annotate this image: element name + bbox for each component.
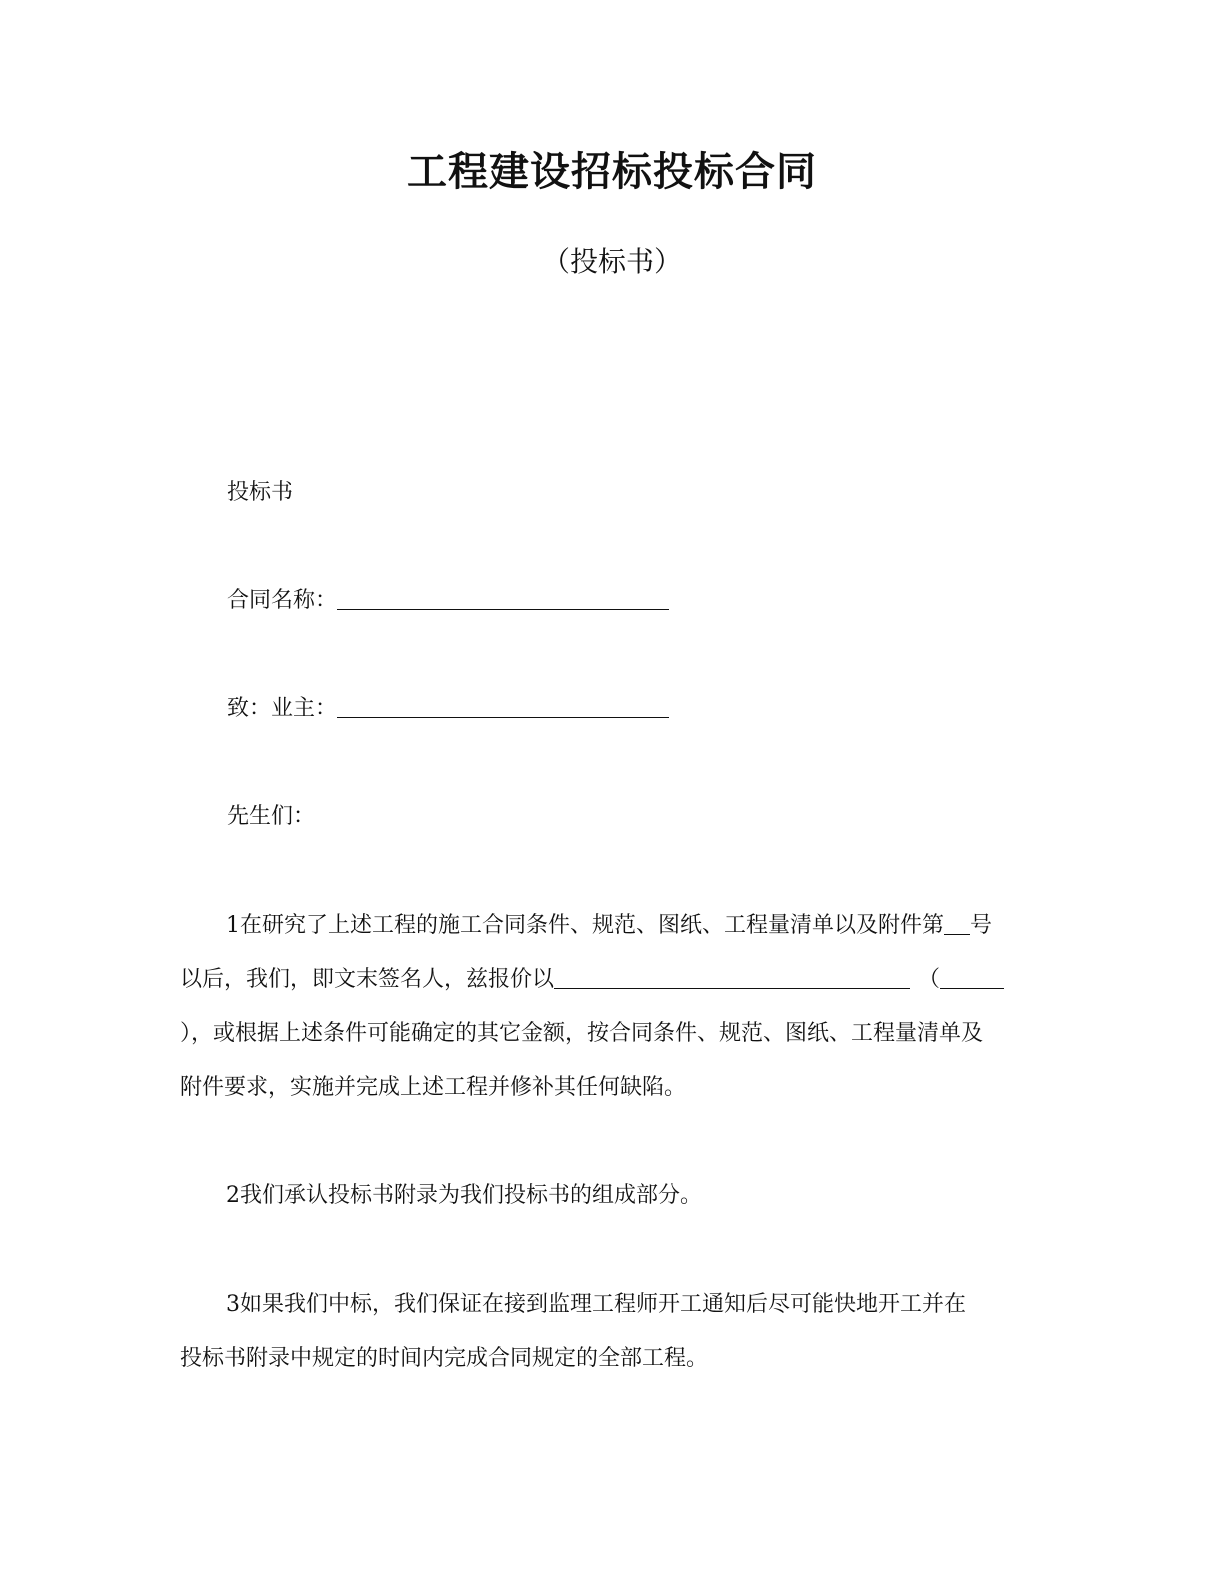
- paragraph-2-line-1: 2我们承认投标书附录为我们投标书的组成部分。: [226, 1183, 702, 1208]
- paragraph-3-line-2: 投标书附录中规定的时间内完成合同规定的全部工程。: [180, 1346, 709, 1371]
- paragraph-3-line-1: 3如果我们中标，我们保证在接到监理工程师开工通知后尽可能快地开工并在: [226, 1292, 966, 1317]
- paragraph-1-line-2: [180, 953, 1035, 1007]
- contract-name-label: 合同名称：: [227, 588, 338, 613]
- paragraph-1-line-3: ），或根据上述条件可能确定的其它金额，按合同条件、规范、图纸、工程量清单及: [180, 1021, 984, 1046]
- paragraph-1-text-a: 1在研究了上述工程的施工合同条件、规范、图纸、工程量清单以及附件第: [226, 913, 944, 938]
- contract-name-row: [227, 584, 669, 618]
- annex-number-blank: [944, 912, 970, 935]
- owner-blank: [337, 695, 669, 718]
- paragraph-1-text-d: （: [918, 967, 941, 992]
- document-subtitle: （投标书）: [541, 245, 682, 278]
- paragraph-1-line-1: [180, 899, 1035, 953]
- paragraph-1: [180, 899, 1035, 1115]
- document-title: 工程建设招标投标合同: [407, 149, 817, 195]
- price-words-blank: [940, 966, 1004, 989]
- contract-name-blank: [337, 587, 669, 610]
- paragraph-1-text-c: 以后，我们，即文末签名人，兹报价以: [180, 967, 555, 992]
- paragraph-1-text-b: 号: [970, 913, 993, 938]
- section-heading: 投标书: [227, 480, 294, 505]
- to-owner-label: 致：业主：: [227, 696, 338, 721]
- paragraph-3: [180, 1278, 1035, 1386]
- to-owner-row: [227, 692, 669, 726]
- paragraph-2: [180, 1169, 1035, 1223]
- price-blank: [554, 966, 910, 989]
- salutation: 先生们：: [227, 804, 316, 829]
- paragraph-1-line-4: 附件要求，实施并完成上述工程并修补其任何缺陷。: [180, 1075, 687, 1100]
